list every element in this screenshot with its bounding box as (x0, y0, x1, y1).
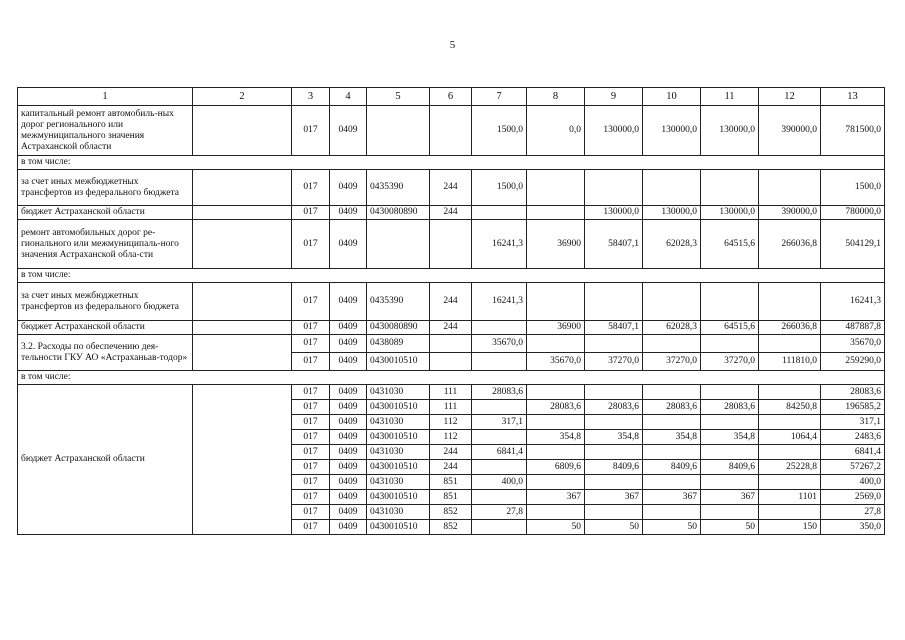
cell-col-11: 367 (701, 490, 759, 505)
cell-col-13: 259290,0 (821, 353, 885, 371)
cell-col-6 (430, 335, 472, 353)
cell-col-12: 266036,8 (759, 321, 821, 335)
cell-col-3: 017 (292, 400, 330, 415)
cell-col-5: 0430080890 (367, 206, 430, 220)
cell-col-7: 400,0 (472, 475, 527, 490)
cell-col-10: 367 (643, 490, 701, 505)
cell-col-4: 0409 (330, 445, 367, 460)
table-row (18, 335, 885, 353)
cell-col-5: 0438089 (367, 335, 430, 353)
cell-col-12 (759, 170, 821, 206)
cell-col-8: 36900 (527, 321, 585, 335)
cell-col-12: 111810,0 (759, 353, 821, 371)
cell-col-5: 0430010510 (367, 460, 430, 475)
cell-col-3: 017 (292, 335, 330, 353)
table-row (18, 156, 885, 170)
cell-col-10: 50 (643, 520, 701, 535)
cell-col-11 (701, 415, 759, 430)
cell-col-5: 0430010510 (367, 353, 430, 371)
cell-col-4: 0409 (330, 385, 367, 400)
cell-col-12 (759, 445, 821, 460)
table-row (18, 371, 885, 385)
row-name: 3.2. Расходы по обеспечению дея-тельности ГКУ АО «Астраханьав-тодор» (18, 335, 193, 371)
cell-col-13: 6841,4 (821, 445, 885, 460)
cell-col-8: 28083,6 (527, 400, 585, 415)
cell-col-8: 50 (527, 520, 585, 535)
cell-col-9 (585, 415, 643, 430)
budget-table (17, 87, 885, 535)
cell-col-8 (527, 283, 585, 321)
cell-col-7 (472, 460, 527, 475)
header-col-6: 6 (430, 88, 472, 106)
cell-col-3: 017 (292, 170, 330, 206)
cell-col-5: 0430010510 (367, 400, 430, 415)
cell-col-11: 354,8 (701, 430, 759, 445)
cell-col-6: 244 (430, 170, 472, 206)
header-col-13: 13 (821, 88, 885, 106)
cell-col-3: 017 (292, 321, 330, 335)
cell-col-5: 0431030 (367, 505, 430, 520)
cell-col-10 (643, 475, 701, 490)
header-col-9: 9 (585, 88, 643, 106)
cell-col-3: 017 (292, 353, 330, 371)
cell-col-12: 84250,8 (759, 400, 821, 415)
cell-col-11: 130000,0 (701, 106, 759, 156)
cell-col-8: 367 (527, 490, 585, 505)
cell-col-7: 6841,4 (472, 445, 527, 460)
cell-col-10 (643, 283, 701, 321)
cell-col-13: 487887,8 (821, 321, 885, 335)
cell-col-3: 017 (292, 490, 330, 505)
cell-col-3: 017 (292, 475, 330, 490)
cell-col-10: 8409,6 (643, 460, 701, 475)
cell-col-13: 35670,0 (821, 335, 885, 353)
cell-col-3: 017 (292, 385, 330, 400)
cell-col-11 (701, 283, 759, 321)
cell-col-6: 244 (430, 445, 472, 460)
cell-col-6: 851 (430, 475, 472, 490)
cell-col-5: 0430010510 (367, 490, 430, 505)
row-name: за счет иных межбюджетных трансфертов из федерального бюджета (18, 170, 193, 206)
cell-col-13: 350,0 (821, 520, 885, 535)
cell-col-12: 1064,4 (759, 430, 821, 445)
cell-col-6: 244 (430, 283, 472, 321)
cell-col-13: 504129,1 (821, 220, 885, 269)
cell-col-9: 50 (585, 520, 643, 535)
cell-col-7 (472, 490, 527, 505)
table-row (18, 269, 885, 283)
cell-col-6: 852 (430, 505, 472, 520)
cell-col-10: 354,8 (643, 430, 701, 445)
cell-col-9 (585, 385, 643, 400)
cell-col-8 (527, 415, 585, 430)
cell-col-12 (759, 505, 821, 520)
cell-col-9: 130000,0 (585, 206, 643, 220)
table-row (18, 106, 885, 156)
cell-col-4: 0409 (330, 106, 367, 156)
cell-col-4: 0409 (330, 430, 367, 445)
cell-col-9: 367 (585, 490, 643, 505)
cell-col-11: 28083,6 (701, 400, 759, 415)
cell-col-3: 017 (292, 460, 330, 475)
cell-col-7: 28083,6 (472, 385, 527, 400)
header-col-11: 11 (701, 88, 759, 106)
cell-col-12: 390000,0 (759, 206, 821, 220)
cell-col-6: 112 (430, 430, 472, 445)
cell-col-13: 196585,2 (821, 400, 885, 415)
cell-col-2 (193, 385, 292, 535)
header-col-8: 8 (527, 88, 585, 106)
cell-col-4: 0409 (330, 400, 367, 415)
cell-col-8 (527, 505, 585, 520)
cell-col-9: 130000,0 (585, 106, 643, 156)
header-col-7: 7 (472, 88, 527, 106)
header-col-1: 1 (18, 88, 193, 106)
cell-col-4: 0409 (330, 335, 367, 353)
cell-col-4: 0409 (330, 520, 367, 535)
cell-col-4: 0409 (330, 220, 367, 269)
cell-col-9: 58407,1 (585, 220, 643, 269)
cell-col-8 (527, 385, 585, 400)
cell-col-3: 017 (292, 445, 330, 460)
cell-col-6: 244 (430, 460, 472, 475)
cell-col-2 (193, 170, 292, 206)
cell-col-5: 0435390 (367, 283, 430, 321)
cell-col-5: 0431030 (367, 475, 430, 490)
cell-col-10: 130000,0 (643, 206, 701, 220)
cell-col-6: 244 (430, 206, 472, 220)
cell-col-2 (193, 106, 292, 156)
cell-col-9 (585, 475, 643, 490)
cell-col-2 (193, 321, 292, 335)
header-col-12: 12 (759, 88, 821, 106)
cell-col-11 (701, 335, 759, 353)
cell-col-10 (643, 505, 701, 520)
cell-col-12 (759, 385, 821, 400)
cell-col-5: 0430080890 (367, 321, 430, 335)
cell-col-2 (193, 283, 292, 321)
cell-col-6 (430, 220, 472, 269)
cell-col-6: 851 (430, 490, 472, 505)
cell-col-4: 0409 (330, 415, 367, 430)
cell-col-3: 017 (292, 220, 330, 269)
cell-col-7 (472, 321, 527, 335)
cell-col-2 (193, 220, 292, 269)
cell-col-9: 28083,6 (585, 400, 643, 415)
cell-col-7: 35670,0 (472, 335, 527, 353)
cell-col-7: 1500,0 (472, 106, 527, 156)
cell-col-3: 017 (292, 430, 330, 445)
header-col-5: 5 (367, 88, 430, 106)
cell-col-7 (472, 430, 527, 445)
cell-col-9 (585, 170, 643, 206)
cell-col-5: 0435390 (367, 170, 430, 206)
table-row (18, 206, 885, 220)
cell-col-3: 017 (292, 106, 330, 156)
row-name: ремонт автомобильных дорог ре-гионального или межмуниципаль-ного значения Астраханской обла-сти (18, 220, 193, 269)
cell-col-11 (701, 445, 759, 460)
cell-col-11: 37270,0 (701, 353, 759, 371)
cell-col-5: 0431030 (367, 445, 430, 460)
cell-col-6: 852 (430, 520, 472, 535)
cell-col-13: 317,1 (821, 415, 885, 430)
cell-col-3: 017 (292, 415, 330, 430)
cell-col-12 (759, 283, 821, 321)
cell-col-8 (527, 206, 585, 220)
cell-col-4: 0409 (330, 475, 367, 490)
cell-col-6 (430, 353, 472, 371)
cell-col-2 (193, 335, 292, 371)
cell-col-13: 400,0 (821, 475, 885, 490)
cell-col-7 (472, 353, 527, 371)
cell-col-7: 16241,3 (472, 220, 527, 269)
cell-col-4: 0409 (330, 460, 367, 475)
cell-col-10 (643, 335, 701, 353)
cell-col-12: 25228,8 (759, 460, 821, 475)
cell-col-8: 0,0 (527, 106, 585, 156)
cell-col-8 (527, 475, 585, 490)
cell-col-9: 58407,1 (585, 321, 643, 335)
cell-col-13: 16241,3 (821, 283, 885, 321)
cell-col-7: 27,8 (472, 505, 527, 520)
cell-col-8: 36900 (527, 220, 585, 269)
cell-col-4: 0409 (330, 283, 367, 321)
cell-col-11: 50 (701, 520, 759, 535)
cell-col-11 (701, 505, 759, 520)
cell-col-10: 130000,0 (643, 106, 701, 156)
cell-col-9: 37270,0 (585, 353, 643, 371)
table-row (18, 220, 885, 269)
row-section-label: в том числе: (18, 371, 885, 385)
cell-col-5: 0430010510 (367, 430, 430, 445)
row-name: капитальный ремонт автомобиль-ных дорог регионального или межмуниципального значения Астраханской области (18, 106, 193, 156)
cell-col-8 (527, 170, 585, 206)
cell-col-9 (585, 445, 643, 460)
table-row (18, 321, 885, 335)
page-number: 5 (449, 39, 456, 51)
row-name: бюджет Астраханской области (18, 385, 193, 535)
cell-col-8: 35670,0 (527, 353, 585, 371)
cell-col-6: 111 (430, 400, 472, 415)
cell-col-4: 0409 (330, 170, 367, 206)
cell-col-7: 16241,3 (472, 283, 527, 321)
cell-col-10 (643, 415, 701, 430)
cell-col-3: 017 (292, 206, 330, 220)
cell-col-12: 390000,0 (759, 106, 821, 156)
row-name: бюджет Астраханской области (18, 206, 193, 220)
cell-col-6 (430, 106, 472, 156)
table-row (18, 385, 885, 400)
cell-col-13: 57267,2 (821, 460, 885, 475)
cell-col-4: 0409 (330, 505, 367, 520)
cell-col-13: 27,8 (821, 505, 885, 520)
table-row (18, 170, 885, 206)
cell-col-11 (701, 385, 759, 400)
cell-col-3: 017 (292, 520, 330, 535)
cell-col-4: 0409 (330, 353, 367, 371)
cell-col-13: 2569,0 (821, 490, 885, 505)
header-col-10: 10 (643, 88, 701, 106)
cell-col-7 (472, 206, 527, 220)
cell-col-5: 0431030 (367, 385, 430, 400)
cell-col-11: 8409,6 (701, 460, 759, 475)
cell-col-10 (643, 385, 701, 400)
cell-col-9 (585, 335, 643, 353)
cell-col-10: 28083,6 (643, 400, 701, 415)
row-name: бюджет Астраханской области (18, 321, 193, 335)
cell-col-13: 1500,0 (821, 170, 885, 206)
row-name: за счет иных межбюджетных трансфертов из федерального бюджета (18, 283, 193, 321)
cell-col-2 (193, 206, 292, 220)
cell-col-12: 1101 (759, 490, 821, 505)
table-row (18, 283, 885, 321)
cell-col-8: 354,8 (527, 430, 585, 445)
cell-col-9: 354,8 (585, 430, 643, 445)
cell-col-10 (643, 170, 701, 206)
cell-col-11: 130000,0 (701, 206, 759, 220)
header-col-2: 2 (193, 88, 292, 106)
cell-col-11: 64515,6 (701, 220, 759, 269)
cell-col-12: 266036,8 (759, 220, 821, 269)
cell-col-6: 244 (430, 321, 472, 335)
cell-col-7 (472, 400, 527, 415)
cell-col-4: 0409 (330, 206, 367, 220)
header-col-4: 4 (330, 88, 367, 106)
cell-col-4: 0409 (330, 321, 367, 335)
cell-col-12 (759, 415, 821, 430)
cell-col-3: 017 (292, 505, 330, 520)
cell-col-10: 62028,3 (643, 321, 701, 335)
row-section-label: в том числе: (18, 269, 885, 283)
cell-col-10 (643, 445, 701, 460)
cell-col-9 (585, 283, 643, 321)
cell-col-6: 112 (430, 415, 472, 430)
cell-col-6: 111 (430, 385, 472, 400)
cell-col-9: 8409,6 (585, 460, 643, 475)
cell-col-12 (759, 475, 821, 490)
cell-col-10: 37270,0 (643, 353, 701, 371)
cell-col-13: 28083,6 (821, 385, 885, 400)
cell-col-8 (527, 445, 585, 460)
cell-col-12 (759, 335, 821, 353)
header-row (18, 88, 885, 106)
cell-col-13: 780000,0 (821, 206, 885, 220)
cell-col-13: 2483,6 (821, 430, 885, 445)
cell-col-10: 62028,3 (643, 220, 701, 269)
cell-col-8: 6809,6 (527, 460, 585, 475)
cell-col-3: 017 (292, 283, 330, 321)
cell-col-5 (367, 220, 430, 269)
cell-col-12: 150 (759, 520, 821, 535)
row-section-label: в том числе: (18, 156, 885, 170)
cell-col-11 (701, 475, 759, 490)
cell-col-4: 0409 (330, 490, 367, 505)
cell-col-7: 317,1 (472, 415, 527, 430)
cell-col-11: 64515,6 (701, 321, 759, 335)
cell-col-7 (472, 520, 527, 535)
cell-col-5 (367, 106, 430, 156)
cell-col-5: 0430010510 (367, 520, 430, 535)
cell-col-8 (527, 335, 585, 353)
cell-col-9 (585, 505, 643, 520)
cell-col-11 (701, 170, 759, 206)
cell-col-7: 1500,0 (472, 170, 527, 206)
header-col-3: 3 (292, 88, 330, 106)
cell-col-5: 0431030 (367, 415, 430, 430)
cell-col-13: 781500,0 (821, 106, 885, 156)
